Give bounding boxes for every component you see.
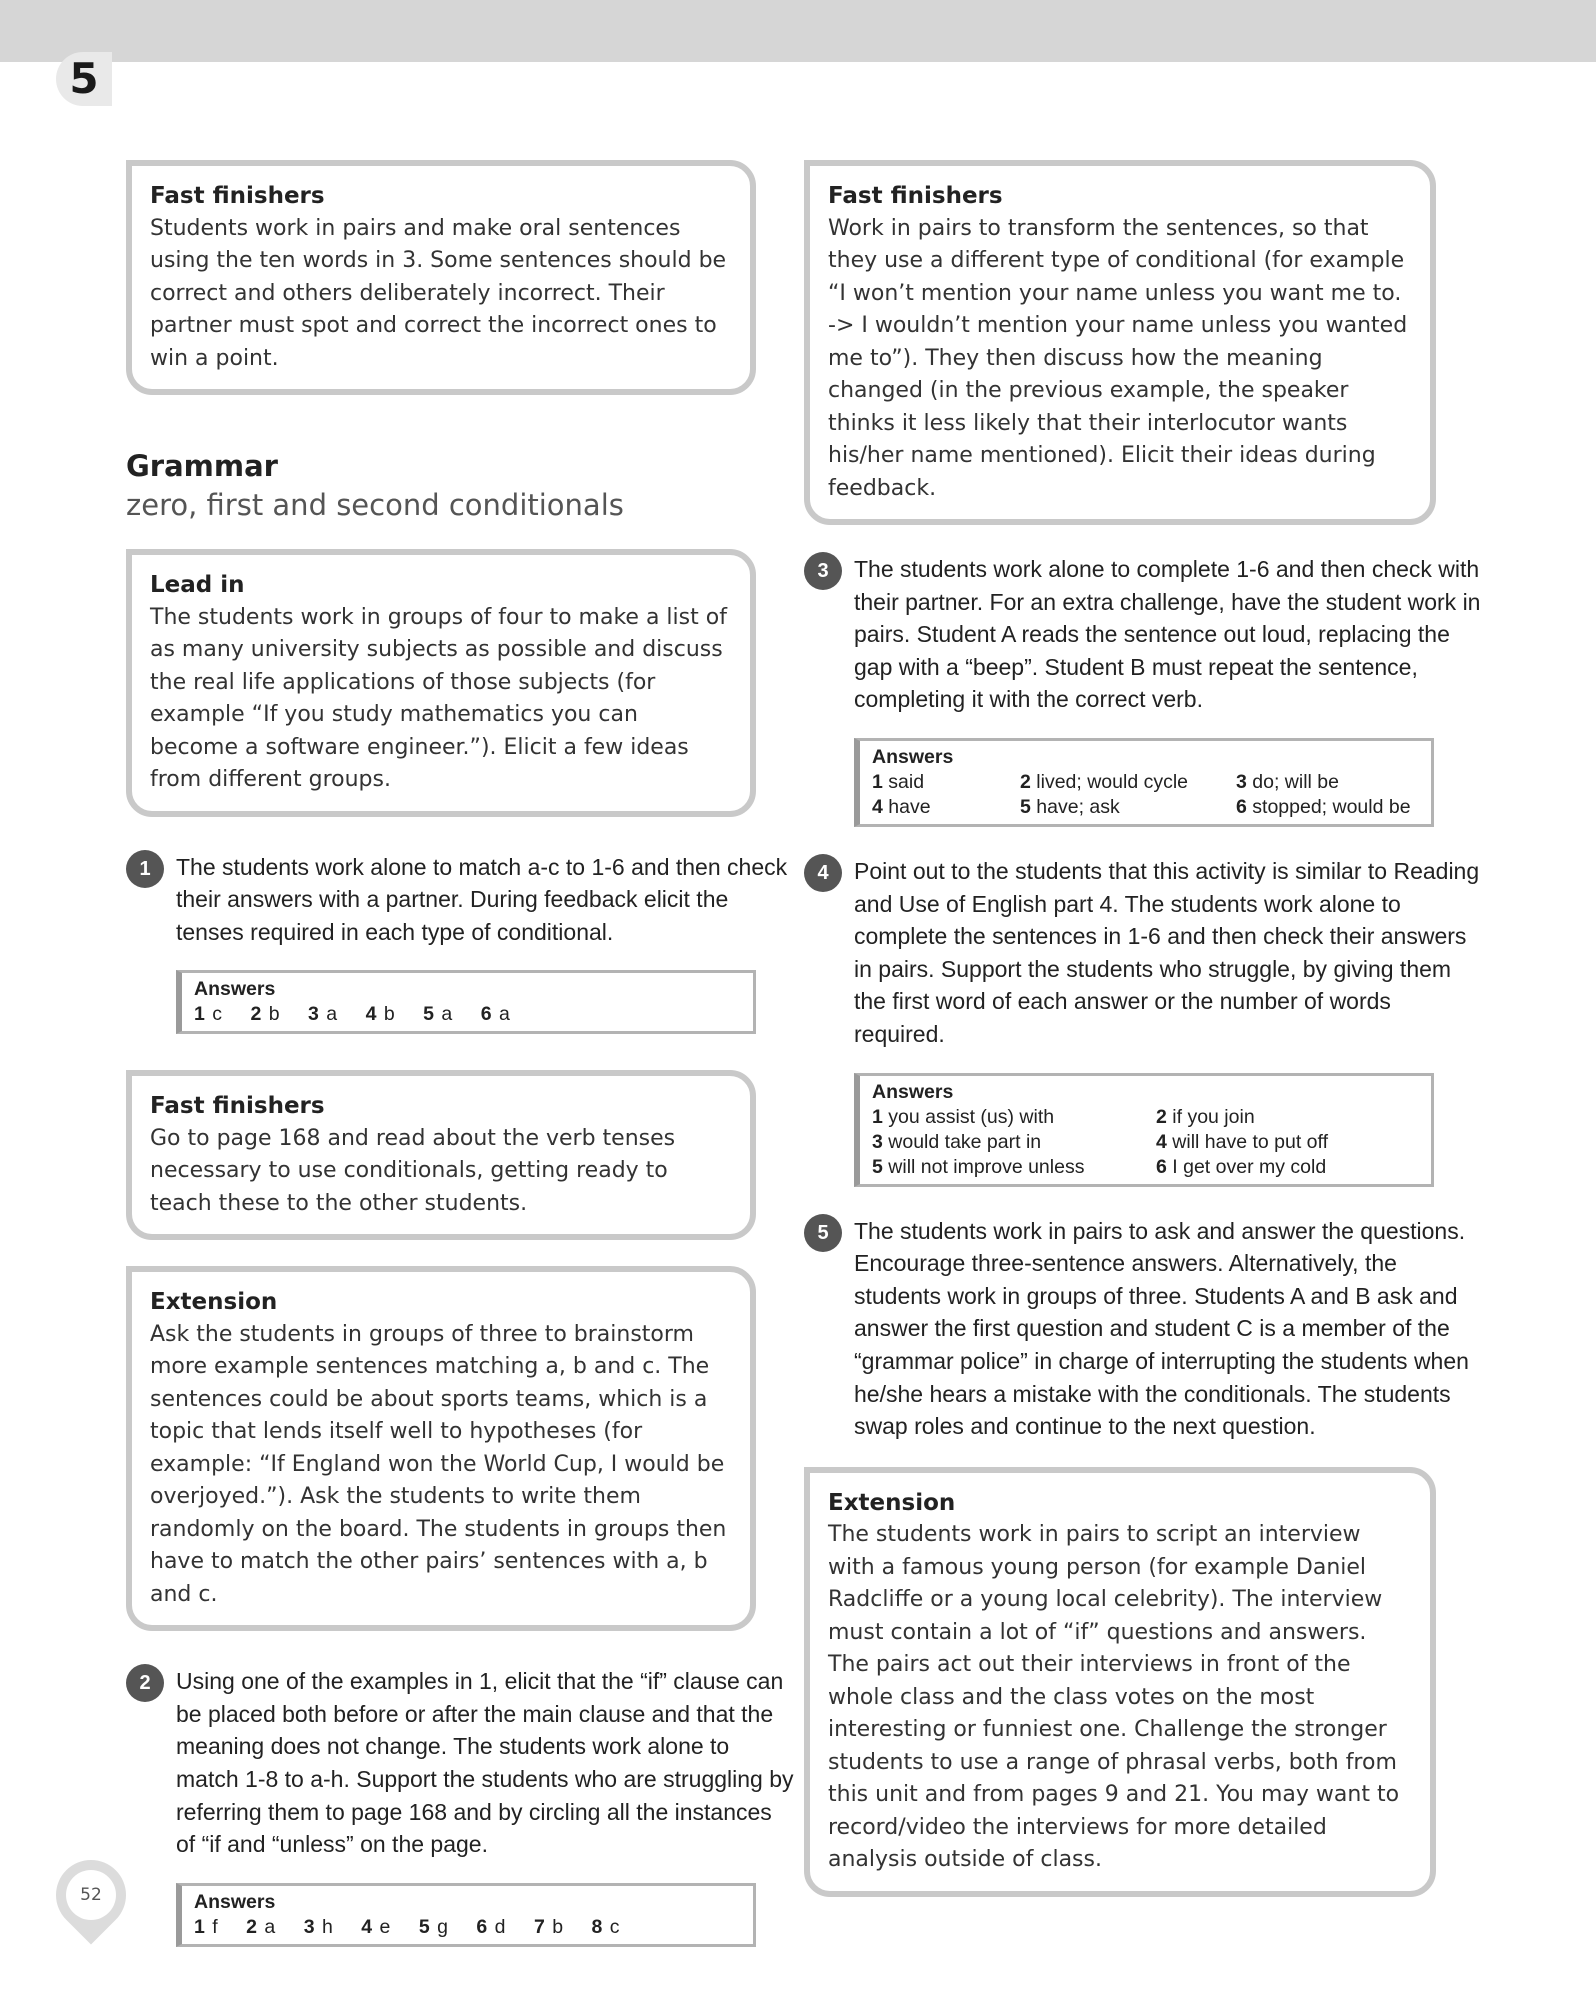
- step-text: The students work alone to complete 1-6 and then check with their partner. For an extra challenge, have the student work in pairs. Student A reads the sentence out loud, replacing the gap with a “beep”. Student B must repeat the sentence, completing it with the correct verb.: [854, 556, 1481, 713]
- exercise-step-1: [126, 851, 796, 949]
- answer-item: 6 d: [476, 1915, 507, 1938]
- extension-box: [804, 1467, 1436, 1897]
- answers-grid: [872, 770, 1421, 820]
- unit-number: 5: [69, 54, 99, 103]
- lead-in-box: [126, 549, 756, 817]
- answers-grid: [872, 1105, 1421, 1180]
- box-text: The students work in groups of four to make a list of as many university subjects as possible and discuss the real life applications of those subjects (for example “If you study mathematics you can become a software engineer.”). Elicit a few ideas from different groups.: [150, 604, 727, 792]
- exercise-step-2: [126, 1665, 796, 1861]
- page-number: 52: [80, 1885, 102, 1905]
- box-text: Ask the students in groups of three to brainstorm more example sentences matching a, b and c. The sentences could be about sports teams, which is a topic that lends itself well to hypotheses (for example: “If England won the World Cup, I would be overjoyed.”). Ask the students to write them randomly on the board. The students in groups then have to match the other pairs’ sentences with a, b and c.: [150, 1321, 727, 1607]
- exercise-step-4: [804, 855, 1486, 1051]
- step-text: The students work alone to match a-c to 1-6 and then check their answers with a partner. During feedback elicit the tenses required in each type of conditional.: [176, 853, 788, 945]
- answer-item: 2 lived; would cycle: [1020, 770, 1189, 793]
- step-number-badge: 5: [804, 1214, 842, 1252]
- answer-item: 5 will not improve unless: [872, 1155, 1085, 1178]
- answer-item: 4 have: [872, 795, 931, 818]
- answer-item: 4 e: [361, 1915, 392, 1938]
- step-text: The students work in pairs to ask and answer the questions. Encourage three-sentence answers. Alternatively, the students work in groups of three. Students A and B ask and answer the first question and student C is a member of the “grammar police” in charge of interrupting the students when he/she hears a mistake with the conditionals. The students swap roles and continue to the next question.: [854, 1217, 1469, 1440]
- right-column: [804, 160, 1481, 1897]
- answer-item: 6 a: [480, 1003, 511, 1026]
- top-banner: [0, 0, 1596, 62]
- box-title: Fast finishers: [828, 183, 1003, 209]
- box-text: The students work in pairs to script an interview with a famous young person (for example Daniel Radcliffe or a young local celebrity). The interview must contain a lot of “if” questions and answers. The pairs act out their interviews in front of the whole class and the class votes on the most interesting or funniest one. Challenge the stronger students to use a range of phrasal verbs, both from this unit and from pages 9 and 21. You may want to record/video the interviews for more detailed analysis outside of class.: [828, 1522, 1400, 1873]
- step-text: Point out to the students that this activity is similar to Reading and Use of English part 4. The students work alone to complete the sentences in 1-6 and then check their answers in pairs. Support the students who struggle, by giving them the first word of each answer or the number of words required.: [854, 857, 1480, 1047]
- answer-item: 3 h: [303, 1915, 334, 1938]
- answers-title: Answers: [872, 745, 954, 768]
- fast-finishers-box: [126, 1070, 756, 1240]
- exercise-step-3: [804, 553, 1486, 716]
- answers-box: [176, 1883, 756, 1947]
- answer-item: 7 b: [533, 1915, 565, 1938]
- answer-item: 3 would take part in: [872, 1130, 1042, 1153]
- answers-list: [194, 1002, 743, 1027]
- answer-item: 6 stopped; would be: [1236, 795, 1411, 818]
- answer-item: 1 you assist (us) with: [872, 1105, 1055, 1128]
- answer-item: 2 b: [250, 1003, 281, 1026]
- answer-item: 1 said: [872, 770, 925, 793]
- left-column: [126, 160, 794, 1947]
- answers-box: [854, 738, 1434, 827]
- answer-item: 3 a: [308, 1003, 339, 1026]
- answers-box: [176, 970, 756, 1034]
- answers-title: Answers: [194, 1890, 276, 1913]
- answer-item: 1 c: [194, 1003, 224, 1026]
- fast-finishers-box: [804, 160, 1436, 525]
- answers-list: [194, 1915, 743, 1940]
- answer-item: 6 I get over my cold: [1156, 1155, 1327, 1178]
- answers-title: Answers: [872, 1080, 954, 1103]
- answers-box: [854, 1073, 1434, 1187]
- exercise-step-5: [804, 1215, 1486, 1443]
- box-title: Extension: [150, 1289, 278, 1316]
- box-title: Fast finishers: [150, 1093, 325, 1120]
- box-text: Go to page 168 and read about the verb tenses necessary to use conditionals, getting ready to teach these to the other students.: [150, 1125, 676, 1216]
- extension-box: [126, 1266, 756, 1631]
- answer-item: 2 a: [246, 1915, 277, 1938]
- answer-item: 4 b: [365, 1003, 396, 1026]
- box-title: Lead in: [150, 572, 245, 598]
- step-number-badge: 1: [126, 850, 164, 888]
- box-title: Extension: [828, 1489, 956, 1516]
- answer-item: 5 have; ask: [1020, 795, 1120, 818]
- step-number-badge: 4: [804, 854, 842, 892]
- answer-item: 2 if you join: [1156, 1105, 1255, 1128]
- answer-item: 5 g: [418, 1915, 449, 1938]
- answer-item: 8 c: [591, 1915, 621, 1938]
- section-title: Grammar: [126, 449, 278, 483]
- section-subtitle: zero, first and second conditionals: [126, 488, 624, 522]
- step-text: Using one of the examples in 1, elicit that the “if” clause can be placed both before or after the main clause and that the meaning does not change. The students work alone to match 1-8 to a-h. Support the students who are struggling by referring them to page 168 and by circling all the instances of “if and “unless” on the page.: [176, 1668, 794, 1858]
- answers-title: Answers: [194, 978, 276, 1001]
- fast-finishers-box: [126, 160, 756, 395]
- answer-item: 5 a: [423, 1003, 454, 1026]
- answer-item: 1 f: [194, 1915, 219, 1938]
- answer-item: 3 do; will be: [1236, 770, 1339, 793]
- box-text: Students work in pairs and make oral sentences using the ten words in 3. Some sentences should be correct and others deliberately incorrect. Their partner must spot and correct the incorrect ones to win a point.: [150, 215, 727, 371]
- step-number-badge: 3: [804, 552, 842, 590]
- box-text: Work in pairs to transform the sentences, so that they use a different type of conditional (for example “I won’t mention your name unless you want me to. -> I wouldn’t mention your name unless you wanted me to”). They then discuss how the meaning changed (in the previous example, the speaker thinks it less likely that their interlocutor wants his/her name mentioned). Elicit their ideas during feedback.: [828, 215, 1408, 501]
- box-title: Fast finishers: [150, 183, 325, 209]
- step-number-badge: 2: [126, 1664, 164, 1702]
- answer-item: 4 will have to put off: [1156, 1130, 1329, 1153]
